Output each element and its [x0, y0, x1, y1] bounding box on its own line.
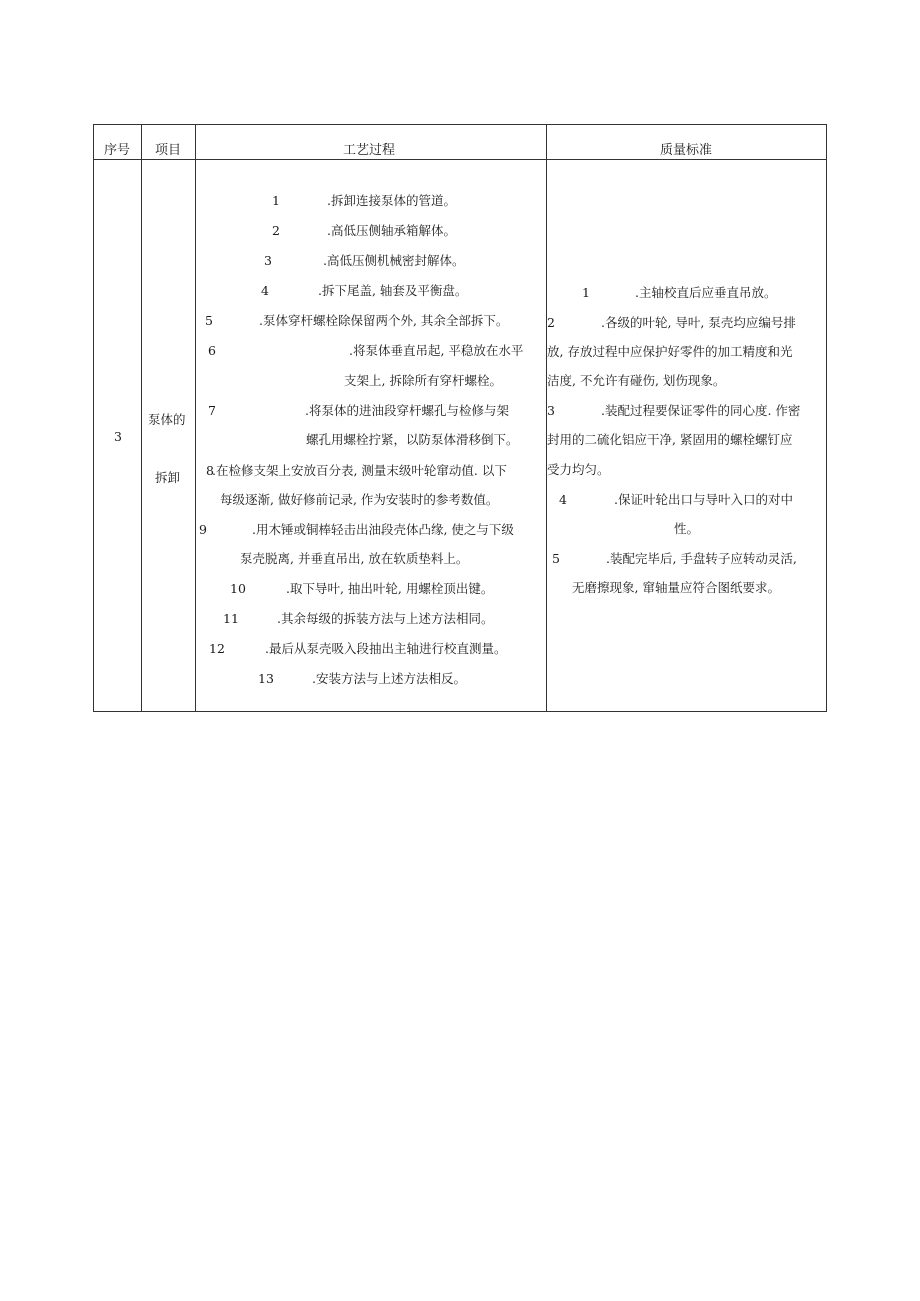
- step-number: 10: [230, 581, 246, 596]
- header-divider: [94, 159, 826, 160]
- step-number: 1: [272, 193, 280, 208]
- standard-number: 1: [582, 285, 590, 300]
- standard-number: 4: [559, 492, 567, 507]
- step-text: .在检修支架上安放百分表, 测量末级叶轮窜动值. 以下: [212, 463, 507, 478]
- standard-number: 2: [547, 315, 555, 330]
- process-table: [93, 124, 827, 712]
- step-number: 4: [261, 283, 269, 298]
- row-item-line1: 泵体的: [148, 412, 186, 427]
- row-seq: 3: [114, 429, 122, 444]
- step-number: 12: [209, 641, 225, 656]
- standard-text: .装配完毕后, 手盘转子应转动灵活,: [606, 551, 797, 566]
- step-number: 9: [199, 522, 207, 537]
- step-number: 2: [272, 223, 280, 238]
- step-text: .取下导叶, 抽出叶轮, 用螺栓顶出键。: [286, 581, 494, 596]
- step-text: .高低压侧轴承箱解体。: [327, 223, 456, 238]
- step-text: .其余每级的拆装方法与上述方法相同。: [277, 611, 494, 626]
- standard-text: .装配过程要保证零件的同心度. 作密: [601, 403, 801, 418]
- step-text-continued: 泵壳脱离, 并垂直吊出, 放在软质垫料上。: [240, 551, 469, 566]
- step-text: .拆卸连接泵体的管道。: [327, 193, 456, 208]
- column-divider: [195, 125, 196, 711]
- header-standard: 质量标准: [660, 143, 713, 158]
- step-text: .泵体穿杆螺栓除保留两个外, 其余全部拆下。: [259, 313, 509, 328]
- step-text: .拆下尾盖, 轴套及平衡盘。: [318, 283, 468, 298]
- header-item: 项目: [155, 143, 182, 158]
- step-number: 3: [264, 253, 272, 268]
- standard-text: .保证叶轮出口与导叶入口的对中: [614, 492, 793, 507]
- step-text: .高低压侧机械密封解体。: [323, 253, 465, 268]
- standard-text-continued: 无磨擦现象, 窜轴量应符合图纸要求。: [572, 580, 780, 595]
- standard-text-continued: 性。: [674, 521, 700, 536]
- step-number: 11: [223, 611, 239, 626]
- step-number: 8: [206, 463, 214, 478]
- step-text: .将泵体垂直吊起, 平稳放在水平: [349, 343, 524, 358]
- standard-number: 3: [547, 403, 555, 418]
- step-text: .将泵体的进油段穿杆螺孔与检修与架: [305, 403, 509, 418]
- step-number: 5: [205, 313, 213, 328]
- standard-text-continued: 放, 存放过程中应保护好零件的加工精度和光: [547, 344, 793, 359]
- step-text: .用木锤或铜棒轻击出油段壳体凸缘, 使之与下级: [252, 522, 514, 537]
- column-divider: [141, 125, 142, 711]
- row-item-line2: 拆卸: [155, 470, 181, 485]
- step-text: .最后从泵壳吸入段抽出主轴进行校直测量。: [265, 641, 507, 656]
- standard-text: .各级的叶轮, 导叶, 泵壳均应编号排: [601, 315, 796, 330]
- standard-text: .主轴校直后应垂直吊放。: [635, 285, 777, 300]
- step-text: .安装方法与上述方法相反。: [312, 671, 466, 686]
- standard-text-continued: 洁度, 不允许有碰伤, 划伤现象。: [547, 373, 726, 388]
- step-number: 6: [208, 343, 216, 358]
- step-text-continued: 支架上, 拆除所有穿杆螺栓。: [344, 373, 502, 388]
- standard-text-continued: 封用的二硫化铝应干净, 紧固用的螺栓螺钉应: [547, 432, 793, 447]
- header-process: 工艺过程: [343, 143, 396, 158]
- step-text-continued: 每级逐渐, 做好修前记录, 作为安装时的参考数值。: [220, 492, 499, 507]
- step-number: 13: [258, 671, 274, 686]
- step-number: 7: [208, 403, 216, 418]
- step-text-continued: 螺孔用螺栓拧紧，以防泵体滑移倒下。: [306, 432, 519, 447]
- header-seq: 序号: [104, 143, 131, 158]
- standard-number: 5: [552, 551, 560, 566]
- standard-text-continued: 受力均匀。: [547, 462, 610, 477]
